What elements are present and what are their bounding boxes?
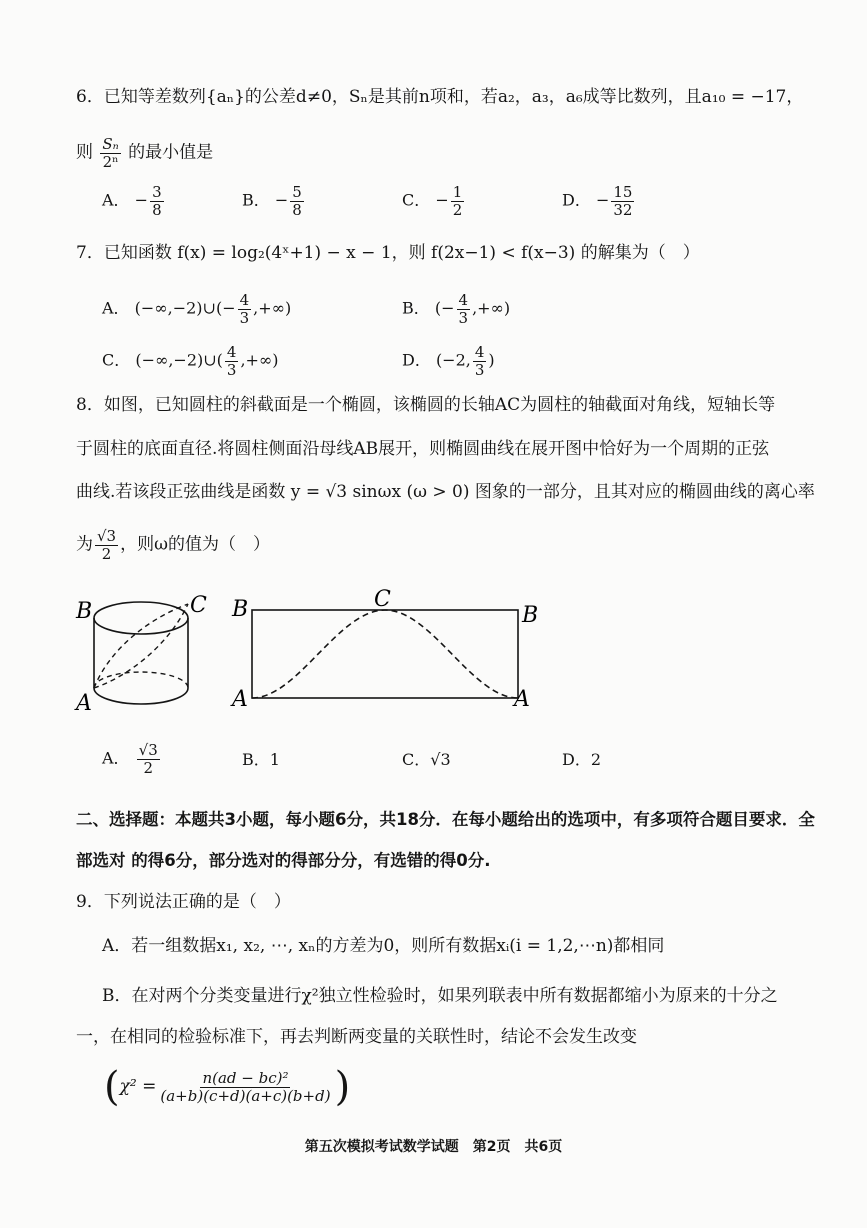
q9-stem: 9．下列说法正确的是（ ）	[76, 892, 291, 912]
cylinder-figure	[70, 588, 220, 718]
q6-choice-a: A． − $\frac{3}{8}$	[102, 183, 162, 219]
label-c-top: C	[374, 587, 391, 612]
q6-choice-c: C． − $\frac{1}{2}$	[402, 183, 463, 219]
q9-option-a: A．若一组数据x₁, x₂, ⋯, xₙ的方差为0，则所有数据xᵢ(i = 1,2,⋯n)都相同	[102, 936, 665, 956]
label-a-right: A	[514, 687, 530, 712]
chi-square-formula: (χ² = $\frac{\text{n(ad − bc)²}}{(a+b)(c+d)(a+c)(b+d)}$ )	[104, 1064, 351, 1110]
q8-stem-line4: 为 $\frac{√3}{2}$ ，则ω的值为（ ）	[76, 527, 270, 563]
label-b-right: B	[522, 603, 539, 628]
q8-stem-line2: 于圆柱的底面直径.将圆柱侧面沿母线AB展开，则椭圆曲线在展开图中恰好为一个周期的正弦	[76, 439, 770, 459]
q7-choice-c: C． (−∞,−2)∪( $\frac{4}{3}$ ,+∞)	[102, 343, 279, 379]
q6-fraction: $\frac{\text{Sₙ}}{\text{2ⁿ}}$	[102, 135, 119, 171]
q8-choice-c: C．√3	[402, 750, 451, 769]
q7-choice-b: B． (− $\frac{4}{3}$ ,+∞)	[402, 291, 511, 327]
q8-choice-b: B．1	[242, 750, 280, 769]
q7-choice-d: D． (−2, $\frac{4}{3}$ )	[402, 343, 495, 379]
section2-line1: 二、选择题：本题共3小题，每小题6分，共18分．在每小题给出的选项中，有多项符合题目要求．全	[76, 810, 815, 829]
label-a-cylinder: A	[76, 691, 92, 716]
page-footer: 第五次模拟考试数学试题 第2页 共6页	[304, 1139, 563, 1155]
q8-stem-line3: 曲线.若该段正弦曲线是函数 y = √3 sinωx (ω > 0) 图象的一部分，且其对应的椭圆曲线的离心率	[76, 482, 815, 502]
section2-line2: 部选对 的得6分，部分选对的得部分分，有选错的得0分.	[76, 851, 491, 870]
q7-choice-a: A． (−∞,−2)∪(− $\frac{4}{3}$ ,+∞)	[102, 291, 292, 327]
q9-option-b-line1: B．在对两个分类变量进行χ²独立性检验时，如果列联表中所有数据都缩小为原来的十分之	[102, 986, 778, 1006]
q8-stem-line1: 8．如图，已知圆柱的斜截面是一个椭圆，该椭圆的长轴AC为圆柱的轴截面对角线，短轴长等	[76, 395, 776, 415]
q9-option-b-line2: 一，在相同的检验标准下，再去判断两变量的关联性时，结论不会发生改变	[76, 1027, 637, 1047]
q6-stem-line1: 6．已知等差数列{aₙ}的公差d≠0，Sₙ是其前n项和，若a₂，a₃，a₆成等比数列，且a₁₀ = −17，	[76, 87, 804, 107]
unrolled-figure	[228, 582, 548, 718]
q7-stem: 7．已知函数 f(x) = log₂(4ˣ+1) − x − 1，则 f(2x−1) < f(x−3) 的解集为（ ）	[76, 243, 700, 263]
label-b-cylinder: B	[76, 599, 93, 624]
q6-choice-d: D． − $\frac{15}{32}$	[562, 183, 633, 219]
q8-choice-a: A． $\frac{√3}{2}$	[102, 741, 158, 777]
q6-choice-b: B． − $\frac{5}{8}$	[242, 183, 302, 219]
q6-stem-line2: 则 $\frac{\text{Sₙ}}{\text{2ⁿ}}$ 的最小值是	[76, 135, 214, 171]
label-c-cylinder: C	[190, 593, 207, 618]
q8-choice-d: D．2	[562, 750, 602, 769]
label-b-left: B	[232, 597, 249, 622]
label-a-left: A	[232, 687, 248, 712]
